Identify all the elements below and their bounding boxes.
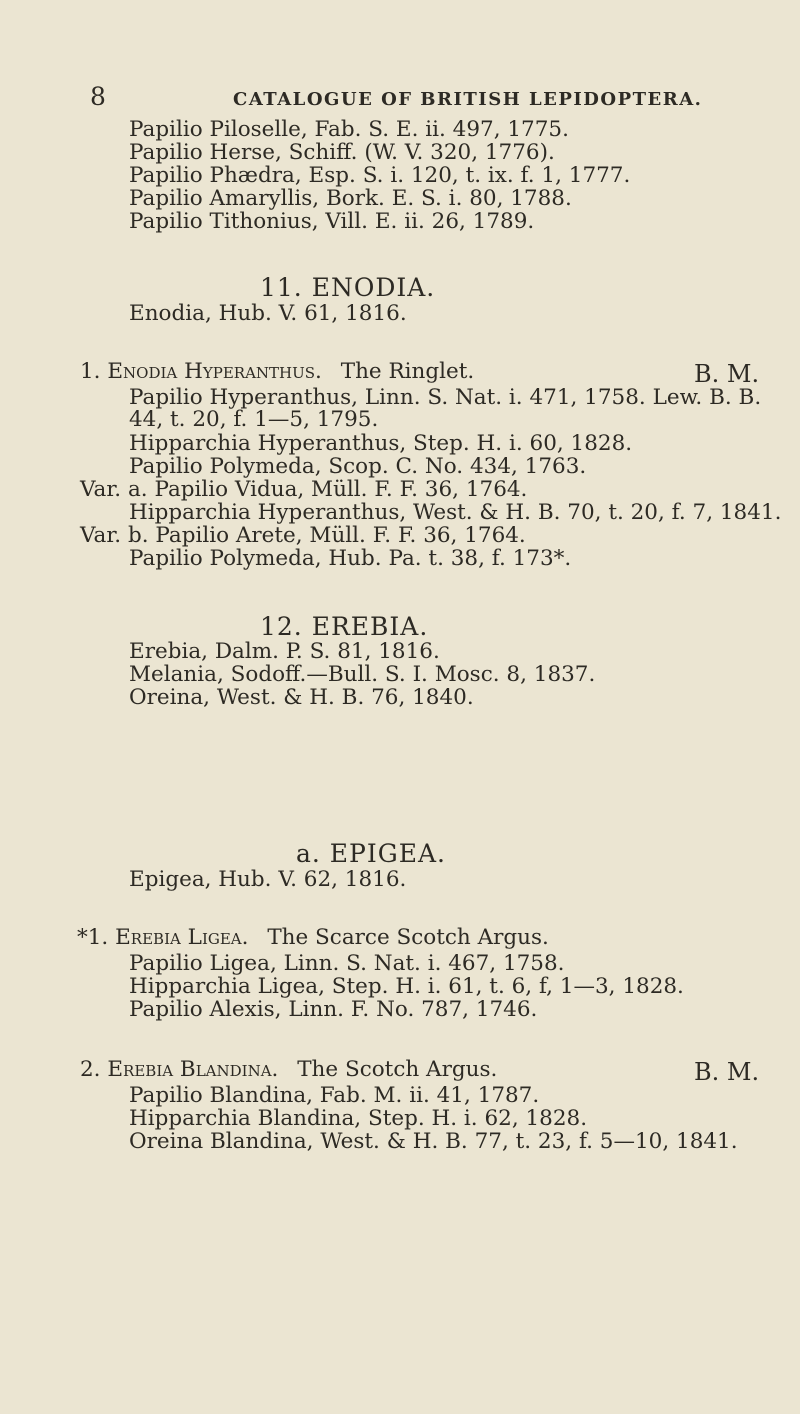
species-heading	[80, 1058, 497, 1082]
species-name: Erebia Ligea.	[115, 925, 249, 950]
genus-author-line: Erebia, Dalm. P. S. 81, 1816.	[129, 639, 440, 664]
genus-heading: 11. ENODIA.	[260, 273, 436, 302]
species-name: Enodia Hyperanthus.	[107, 359, 322, 384]
synonym-line: Papilio Piloselle, Fab. S. E. ii. 497, 1775.	[129, 117, 569, 142]
species-number: 2.	[80, 1057, 101, 1082]
species-number: 1.	[80, 359, 101, 384]
species-name: Erebia Blandina.	[107, 1057, 279, 1082]
synonym-line: Hipparchia Hyperanthus, Step. H. i. 60, 1828.	[129, 431, 633, 456]
common-name: The Scarce Scotch Argus.	[267, 925, 549, 950]
page-number: 8	[90, 82, 106, 111]
collection-mark: B. M.	[694, 1058, 760, 1086]
synonym-line: Papilio Alexis, Linn. F. No. 787, 1746.	[129, 997, 538, 1022]
synonym-line: Papilio Tithonius, Vill. E. ii. 26, 1789.	[129, 209, 535, 234]
subgenus-heading: a. EPIGEA.	[296, 839, 446, 868]
synonym-line: Hipparchia Hyperanthus, West. & H. B. 70, t. 20, f. 7, 1841.	[129, 500, 782, 525]
genus-author-line: Oreina, West. & H. B. 76, 1840.	[129, 685, 474, 710]
genus-heading: 12. EREBIA.	[260, 612, 429, 641]
synonym-line: Papilio Ligea, Linn. S. Nat. i. 467, 1758.	[129, 951, 565, 976]
synonym-line: Oreina Blandina, West. & H. B. 77, t. 23, f. 5—10, 1841.	[129, 1129, 738, 1154]
synonym-line: Papilio Blandina, Fab. M. ii. 41, 1787.	[129, 1083, 540, 1108]
common-name: The Scotch Argus.	[297, 1057, 498, 1082]
subgenus-author-line: Epigea, Hub. V. 62, 1816.	[129, 867, 407, 892]
species-number: *1.	[77, 925, 109, 950]
page-header	[90, 82, 710, 112]
synonym-line: Hipparchia Ligea, Step. H. i. 61, t. 6, f, 1—3, 1828.	[129, 974, 684, 999]
common-name: The Ringlet.	[340, 359, 475, 384]
species-heading	[80, 360, 474, 384]
synonym-line: Papilio Hyperanthus, Linn. S. Nat. i. 471, 1758. Lew. B. B.	[129, 385, 762, 410]
species-heading	[77, 926, 549, 950]
variety-line: Var. a. Papilio Vidua, Müll. F. F. 36, 1764.	[80, 477, 528, 502]
running-title: CATALOGUE OF BRITISH LEPIDOPTERA.	[233, 89, 703, 110]
synonym-line: Papilio Amaryllis, Bork. E. S. i. 80, 1788.	[129, 186, 572, 211]
synonym-line: Papilio Polymeda, Scop. C. No. 434, 1763.	[129, 454, 587, 479]
genus-author-line: Enodia, Hub. V. 61, 1816.	[129, 301, 407, 326]
synonym-line: Papilio Polymeda, Hub. Pa. t. 38, f. 173*.	[129, 546, 572, 571]
synonym-line: 44, t. 20, f. 1—5, 1795.	[129, 407, 379, 432]
genus-author-line: Melania, Sodoff.—Bull. S. I. Mosc. 8, 1837.	[129, 662, 596, 687]
synonym-line: Papilio Phædra, Esp. S. i. 120, t. ix. f. 1, 1777.	[129, 163, 631, 188]
variety-line: Var. b. Papilio Arete, Müll. F. F. 36, 1764.	[80, 523, 526, 548]
synonym-line: Papilio Herse, Schiff. (W. V. 320, 1776).	[129, 140, 555, 165]
collection-mark: B. M.	[694, 360, 760, 388]
synonym-line: Hipparchia Blandina, Step. H. i. 62, 1828.	[129, 1106, 588, 1131]
